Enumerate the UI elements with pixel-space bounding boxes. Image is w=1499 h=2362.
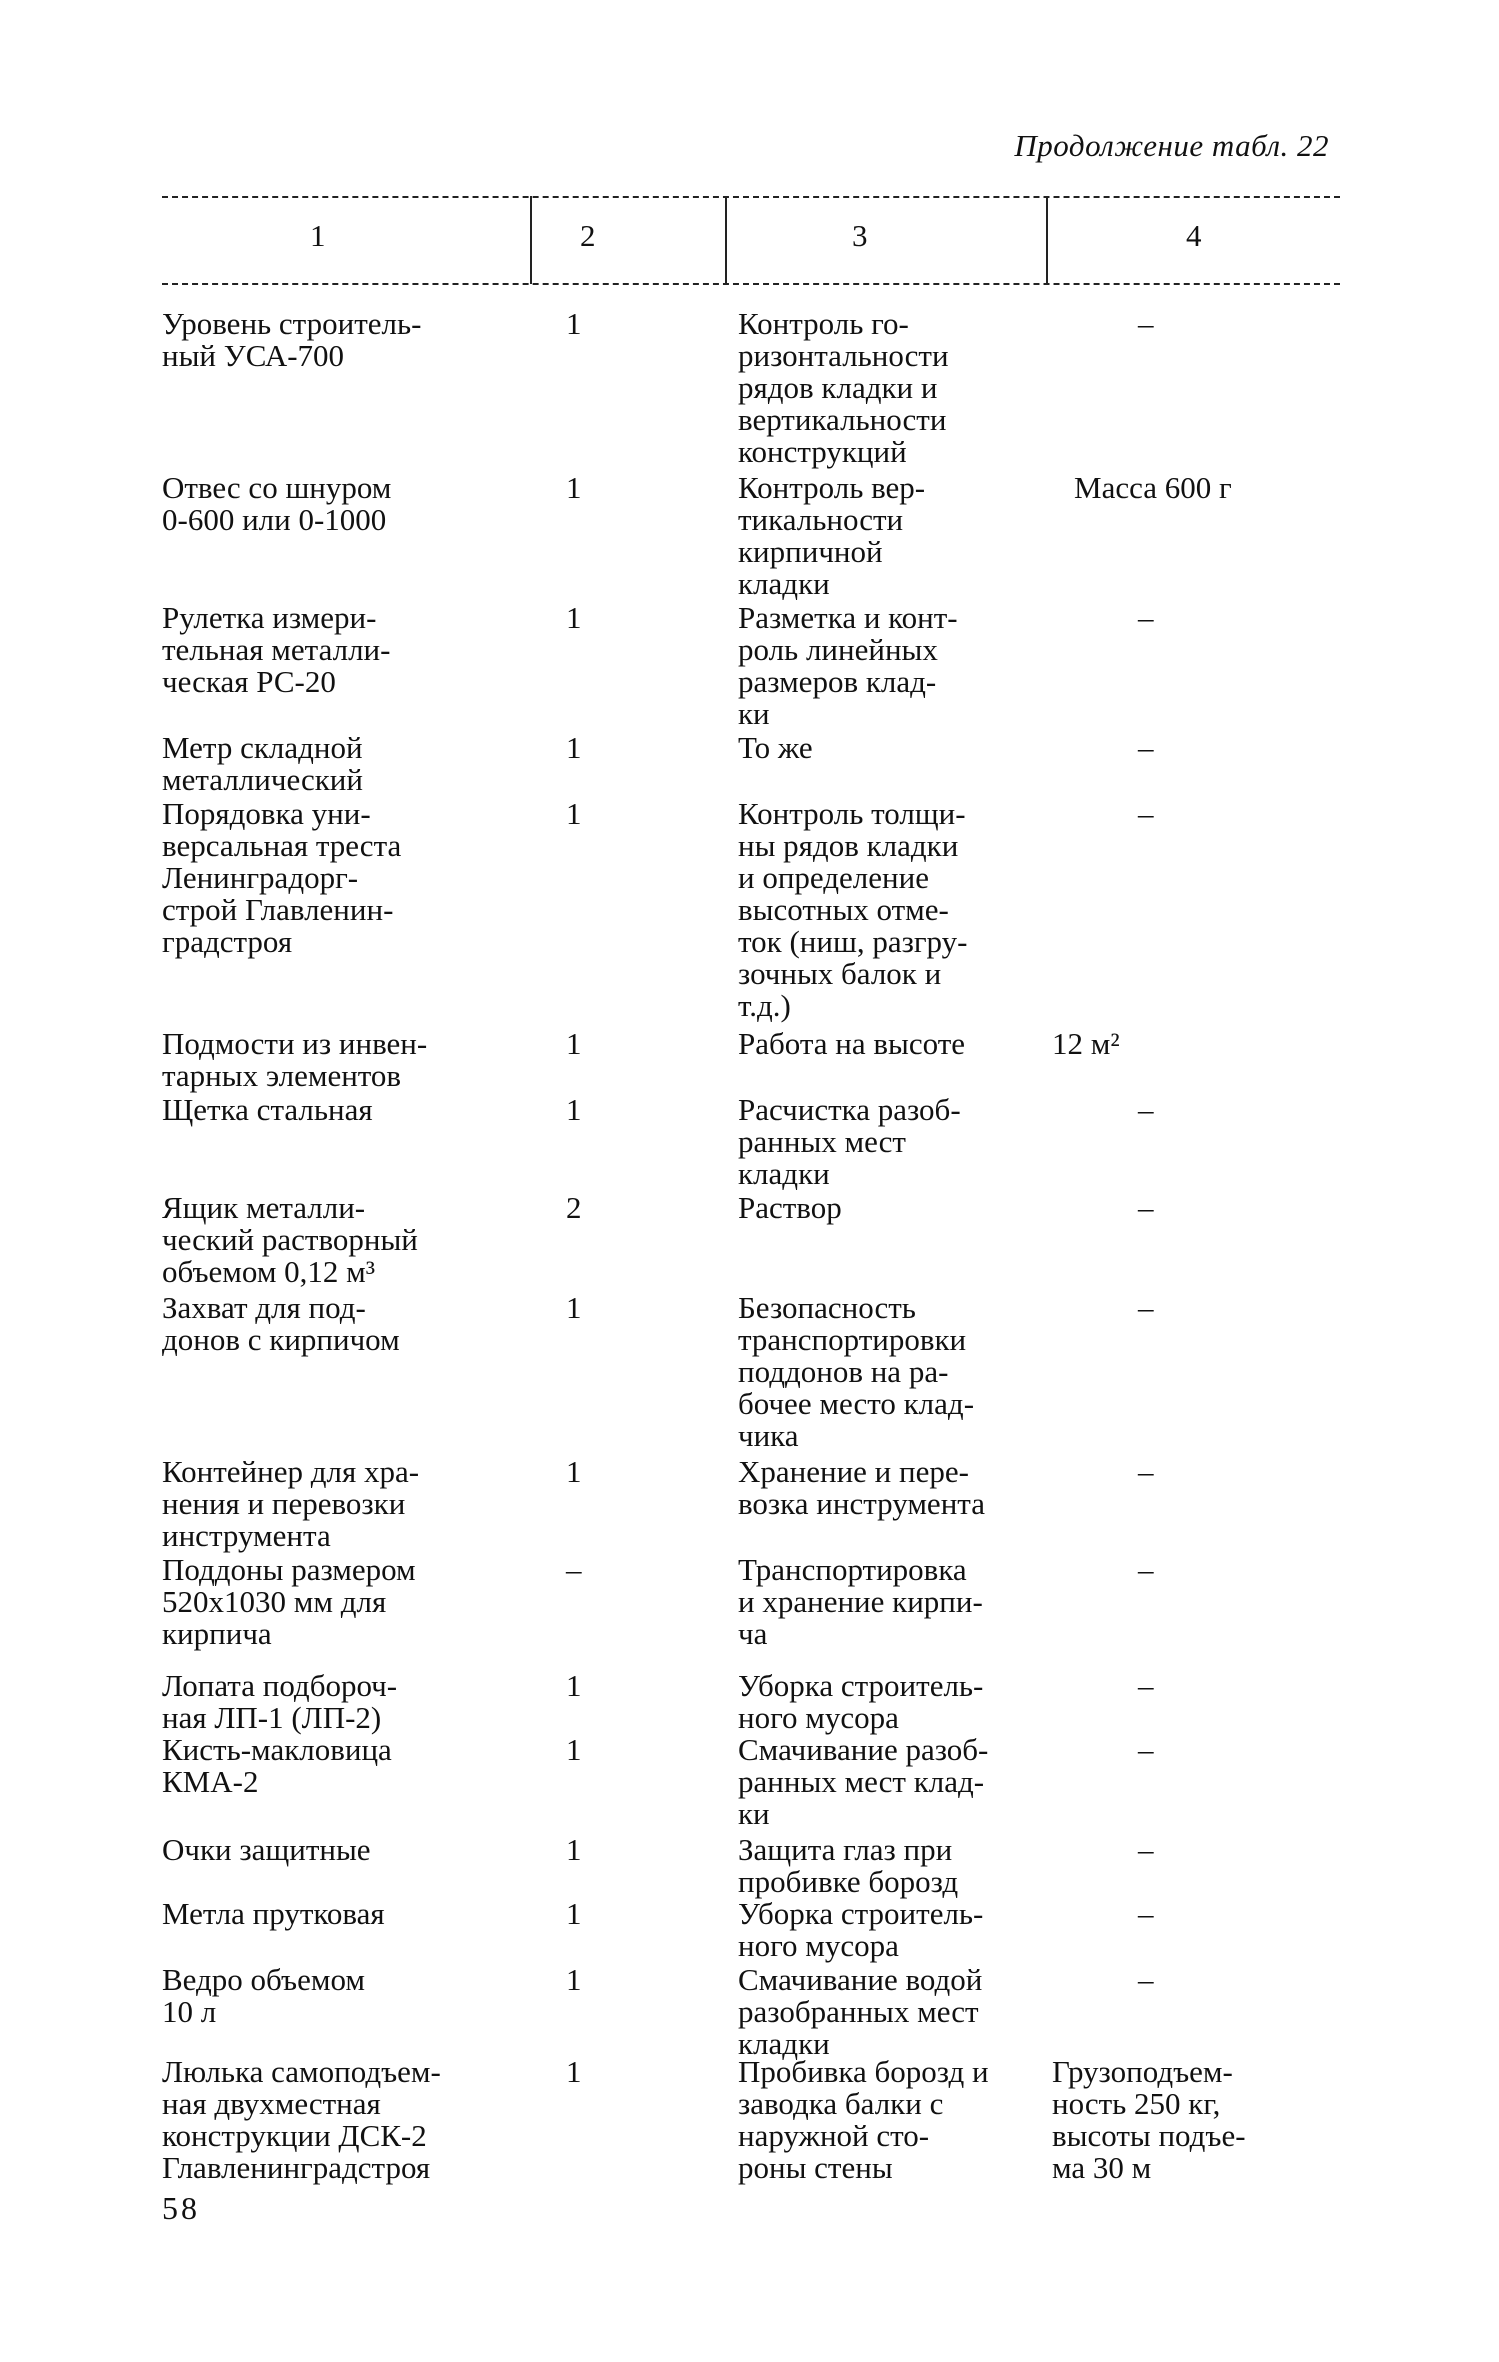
item-name: Отвес со шнуром 0-600 или 0-1000: [162, 470, 392, 537]
item-name: Подмости из инвен- тарных элементов: [162, 1026, 428, 1093]
item-note: –: [1138, 796, 1154, 831]
column-divider: [530, 196, 532, 284]
item-purpose: Защита глаз при пробивке борозд: [738, 1832, 959, 1899]
item-note: –: [1138, 1454, 1154, 1489]
item-purpose: Уборка строитель- ного мусора: [738, 1668, 984, 1735]
item-note: –: [1138, 1962, 1154, 1997]
item-purpose: Раствор: [738, 1190, 842, 1225]
item-note: –: [1138, 1832, 1154, 1867]
item-note: –: [1138, 1732, 1154, 1767]
item-quantity: 1: [566, 306, 582, 341]
item-quantity: 1: [566, 1026, 582, 1061]
item-purpose: Транспортировка и хранение кирпи- ча: [738, 1552, 983, 1651]
item-purpose: Контроль го- ризонтальности рядов кладки и вертикальности конструкций: [738, 306, 949, 469]
item-name: Метр складной металлический: [162, 730, 363, 797]
item-name: Поддоны размером 520х1030 мм для кирпича: [162, 1552, 416, 1651]
item-name: Ведро объемом 10 л: [162, 1962, 365, 2029]
table-top-rule: [162, 196, 1340, 198]
column-header-3: 3: [852, 218, 868, 253]
item-purpose: Контроль вер- тикальности кирпичной кладки: [738, 470, 926, 601]
item-quantity: 1: [566, 1896, 582, 1931]
item-quantity: 1: [566, 2054, 582, 2089]
item-name: Уровень строитель- ный УСА-700: [162, 306, 422, 373]
item-name: Порядовка уни- версальная треста Ленинградорг- строй Главленин- градстроя: [162, 796, 402, 959]
item-note: –: [1138, 600, 1154, 635]
item-purpose: Уборка строитель- ного мусора: [738, 1896, 984, 1963]
item-note: –: [1138, 1668, 1154, 1703]
column-header-1: 1: [310, 218, 326, 253]
item-note: –: [1138, 306, 1154, 341]
column-header-2: 2: [580, 218, 596, 253]
item-note: –: [1138, 1092, 1154, 1127]
item-note: –: [1138, 1552, 1154, 1587]
item-note: 12 м²: [1052, 1026, 1120, 1061]
item-note: –: [1138, 1190, 1154, 1225]
item-name: Лопата подбороч- ная ЛП-1 (ЛП-2): [162, 1668, 398, 1735]
item-note: –: [1138, 1896, 1154, 1931]
item-purpose: Разметка и конт- роль линейных размеров клад- ки: [738, 600, 958, 731]
item-purpose: Смачивание разоб- ранных мест клад- ки: [738, 1732, 989, 1831]
item-purpose: Контроль толщи- ны рядов кладки и определение высотных отме- ток (ниш, разгру- зочных балок и т.д.): [738, 796, 968, 1023]
item-name: Ящик металли- ческий растворный объемом 0,12 м³: [162, 1190, 418, 1289]
column-divider: [1046, 196, 1048, 284]
item-quantity: 2: [566, 1190, 582, 1225]
item-name: Метла прутковая: [162, 1896, 385, 1931]
item-name: Очки защитные: [162, 1832, 371, 1867]
item-purpose: Пробивка борозд и заводка балки с наружной сто- роны стены: [738, 2054, 989, 2185]
item-name: Люлька самоподъем- ная двухместная конструкции ДСК-2 Главленинградстроя: [162, 2054, 441, 2185]
item-quantity: 1: [566, 470, 582, 505]
item-name: Контейнер для хра- нения и перевозки инструмента: [162, 1454, 420, 1553]
item-quantity: 1: [566, 796, 582, 831]
item-purpose: Безопасность транспортировки поддонов на ра- бочее место клад- чика: [738, 1290, 975, 1453]
item-quantity: 1: [566, 1092, 582, 1127]
item-name: Щетка стальная: [162, 1092, 373, 1127]
column-header-4: 4: [1186, 218, 1202, 253]
item-note: –: [1138, 730, 1154, 765]
item-quantity: 1: [566, 730, 582, 765]
item-purpose: Хранение и пере- возка инструмента: [738, 1454, 985, 1521]
item-name: Кисть-макловица КМА-2: [162, 1732, 392, 1799]
item-quantity: 1: [566, 1668, 582, 1703]
item-purpose: Смачивание водой разобранных мест кладки: [738, 1962, 983, 2061]
item-quantity: –: [566, 1552, 582, 1587]
page-number: 58: [162, 2190, 200, 2226]
item-purpose: Расчистка разоб- ранных мест кладки: [738, 1092, 961, 1191]
item-quantity: 1: [566, 1290, 582, 1325]
column-divider: [725, 196, 727, 284]
item-note: Масса 600 г: [1074, 470, 1232, 505]
item-name: Рулетка измери- тельная металли- ческая РС-20: [162, 600, 391, 699]
item-quantity: 1: [566, 1832, 582, 1867]
table-caption: Продолжение табл. 22: [1014, 128, 1329, 163]
item-quantity: 1: [566, 600, 582, 635]
item-name: Захват для под- донов с кирпичом: [162, 1290, 400, 1357]
item-quantity: 1: [566, 1454, 582, 1489]
table-header-rule: [162, 283, 1340, 285]
item-purpose: Работа на высоте: [738, 1026, 966, 1061]
item-quantity: 1: [566, 1962, 582, 1997]
item-note: Грузоподъем- ность 250 кг, высоты подъе- ма 30 м: [1052, 2054, 1246, 2185]
item-note: –: [1138, 1290, 1154, 1325]
item-purpose: То же: [738, 730, 813, 765]
item-quantity: 1: [566, 1732, 582, 1767]
